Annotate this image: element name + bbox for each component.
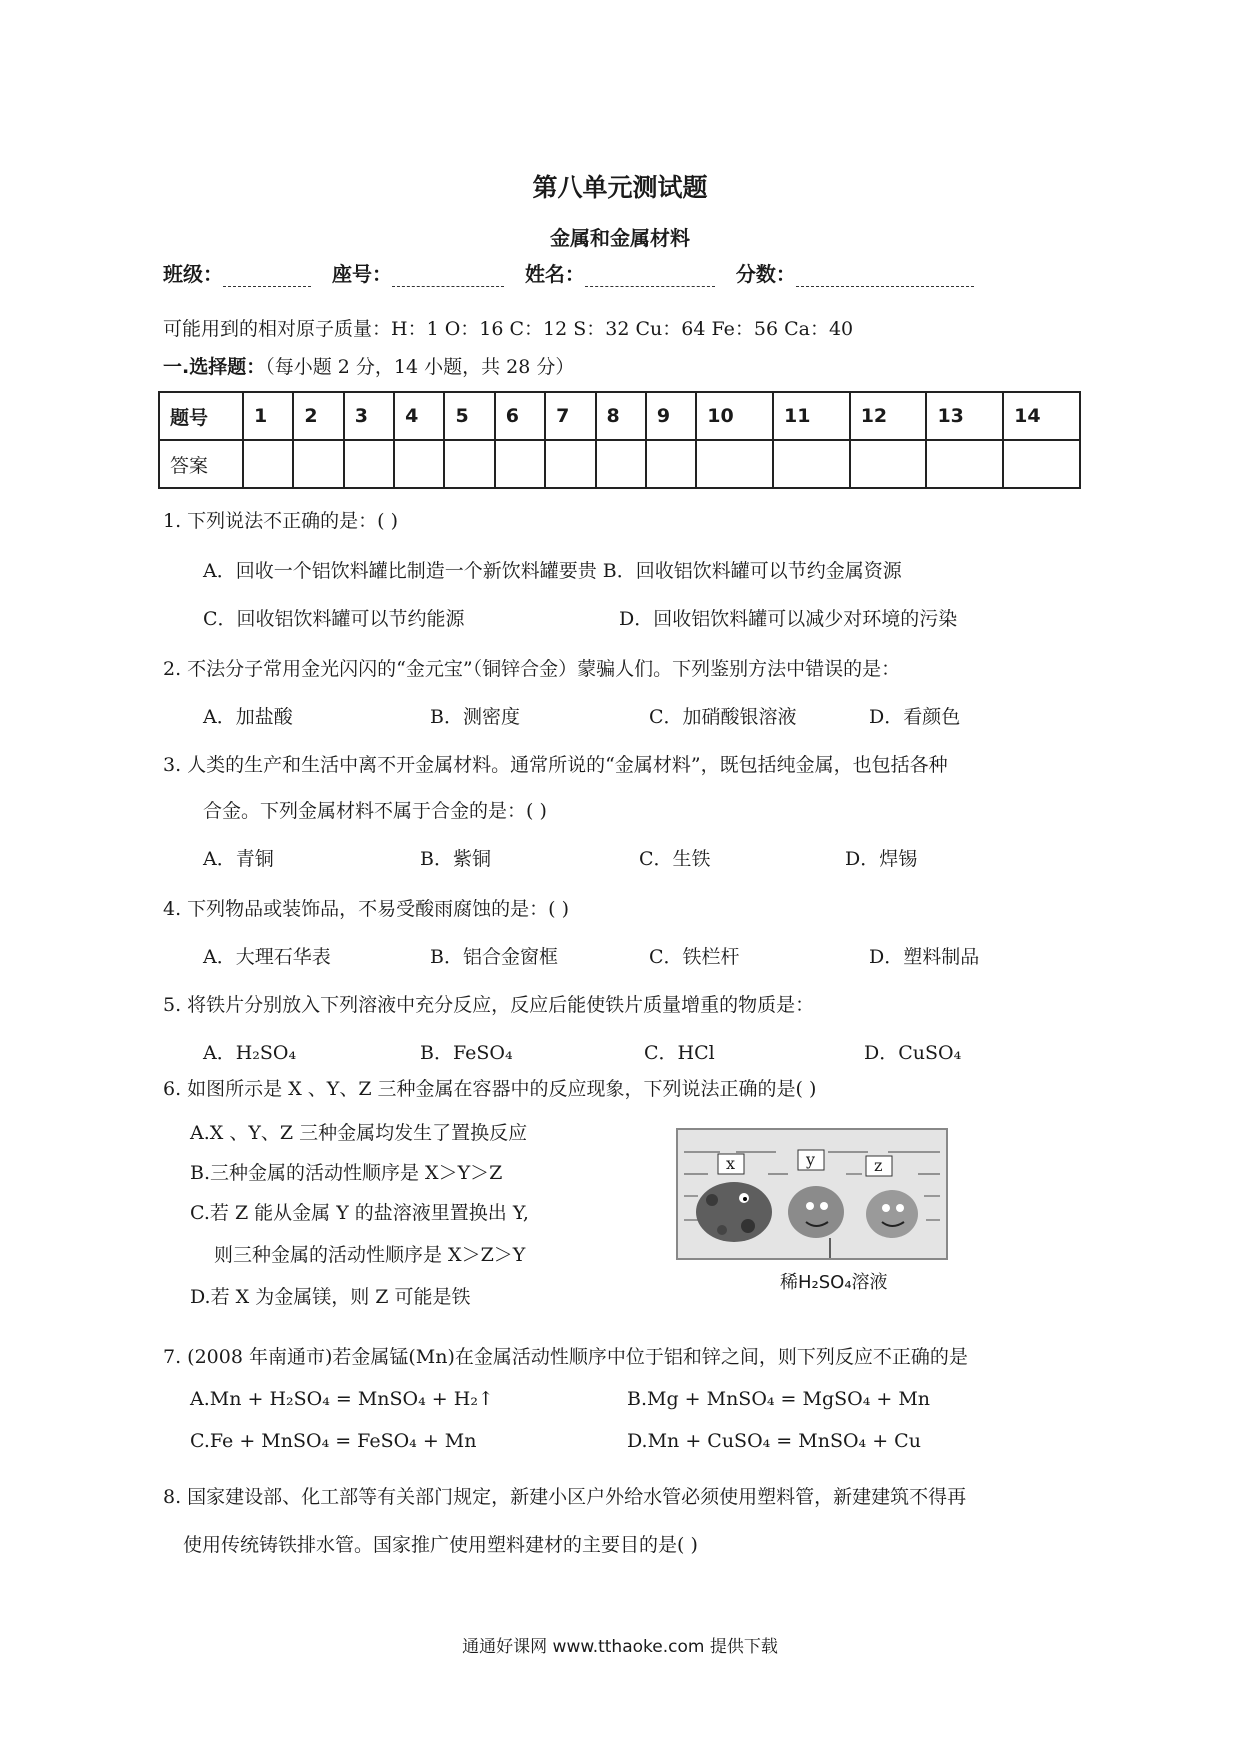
question-6-option-c-line2: 则三种金属的活动性顺序是 X＞Z＞Y [214, 1244, 526, 1266]
question-2-option-a: A．加盐酸 [203, 706, 293, 728]
question-2-option-b: B．测密度 [430, 706, 520, 728]
question-2-option-c: C．加硝酸银溶液 [649, 706, 797, 728]
figure-caption: 稀H₂SO₄溶液 [780, 1272, 888, 1293]
answer-cell[interactable] [495, 440, 545, 488]
answer-cell[interactable] [243, 440, 293, 488]
answer-cell[interactable] [926, 440, 1003, 488]
question-4-option-d: D．塑料制品 [869, 946, 980, 968]
answer-cell[interactable] [773, 440, 850, 488]
answer-cell[interactable] [444, 440, 494, 488]
question-7-option-a: A.Mn + H₂SO₄ = MnSO₄ + H₂↑ [190, 1388, 494, 1410]
question-number-cell: 4 [394, 392, 444, 440]
question-6-option-c-line1: C.若 Z 能从金属 Y 的盐溶液里置换出 Y, [190, 1202, 529, 1224]
metal-x-label: x [726, 1154, 736, 1173]
question-number-cell: 8 [596, 392, 646, 440]
answer-cell[interactable] [545, 440, 595, 488]
question-1-options-ab: A．回收一个铝饮料罐比制造一个新饮料罐要贵 B．回收铝饮料罐可以节约金属资源 [203, 560, 902, 582]
seat-label: 座号： [331, 262, 392, 286]
atomic-masses: 可能用到的相对原子质量：H：1 O：16 C：12 S：32 Cu：64 Fe：56 Ca：40 [163, 318, 854, 340]
question-number-cell: 3 [344, 392, 394, 440]
question-3-option-a: A．青铜 [203, 848, 274, 870]
answer-cell[interactable] [646, 440, 696, 488]
question-3-option-b: B．紫铜 [420, 848, 491, 870]
question-1-option-c: C．回收铝饮料罐可以节约能源 [203, 608, 465, 630]
question-6-stem: 6. 如图所示是 X 、Y、Z 三种金属在容器中的反应现象，下列说法正确的是( ) [163, 1078, 817, 1100]
question-3-stem-line2: 合金。下列金属材料不属于合金的是：( ) [203, 800, 547, 822]
question-number-cell: 5 [444, 392, 494, 440]
answer-cell[interactable] [850, 440, 927, 488]
question-number-cell: 13 [926, 392, 1003, 440]
question-1-option-d: D．回收铝饮料罐可以减少对环境的污染 [619, 608, 958, 630]
score-field[interactable] [796, 268, 974, 287]
question-1-stem: 1. 下列说法不正确的是：( ) [163, 510, 399, 532]
header-label-cell: 题号 [159, 392, 243, 440]
question-6-option-b: B.三种金属的活动性顺序是 X＞Y＞Z [190, 1162, 503, 1184]
question-number-cell: 7 [545, 392, 595, 440]
answer-table [158, 391, 1081, 489]
student-info-row [163, 258, 988, 287]
name-label: 姓名： [524, 262, 585, 286]
answer-cell[interactable] [1003, 440, 1080, 488]
question-number-cell: 10 [696, 392, 773, 440]
metal-z-label: z [874, 1156, 883, 1175]
class-label: 班级： [163, 262, 223, 286]
question-3-option-c: C．生铁 [639, 848, 711, 870]
question-4-option-a: A．大理石华表 [203, 946, 331, 968]
question-3-option-d: D．焊锡 [845, 848, 918, 870]
page-subtitle: 金属和金属材料 [550, 226, 690, 250]
page-title: 第八单元测试题 [532, 173, 708, 202]
question-4-option-c: C．铁栏杆 [649, 946, 740, 968]
question-5-option-d: D．CuSO₄ [864, 1042, 962, 1064]
question-number-cell: 2 [293, 392, 343, 440]
metal-y-label: y [806, 1150, 816, 1169]
reaction-beaker-figure [676, 1128, 948, 1260]
answer-cell[interactable] [596, 440, 646, 488]
question-5-option-b: B．FeSO₄ [420, 1042, 513, 1064]
answer-cell[interactable] [394, 440, 444, 488]
question-6-option-a: A.X 、Y、Z 三种金属均发生了置换反应 [190, 1122, 528, 1144]
question-8-stem-line1: 8. 国家建设部、化工部等有关部门规定，新建小区户外给水管必须使用塑料管，新建建筑不得再 [163, 1486, 967, 1508]
question-number-cell: 6 [495, 392, 545, 440]
question-number-cell: 11 [773, 392, 850, 440]
question-3-stem-line1: 3. 人类的生产和生活中离不开金属材料。通常所说的“金属材料”，既包括纯金属，也包括各种 [163, 754, 948, 776]
question-7-option-d: D.Mn + CuSO₄ = MnSO₄ + Cu [627, 1430, 921, 1452]
question-4-stem: 4. 下列物品或装饰品，不易受酸雨腐蚀的是：( ) [163, 898, 570, 920]
question-number-cell: 1 [243, 392, 293, 440]
section-title: 一.选择题： [163, 356, 266, 378]
score-label: 分数： [735, 262, 796, 286]
question-5-option-a: A．H₂SO₄ [203, 1042, 297, 1064]
answer-cell[interactable] [293, 440, 343, 488]
question-7-stem: 7. (2008 年南通市)若金属锰(Mn)在金属活动性顺序中位于铝和锌之间，则下列反应不正确的是 [163, 1346, 968, 1368]
question-6-option-d: D.若 X 为金属镁，则 Z 可能是铁 [190, 1286, 471, 1308]
question-number-cell: 12 [850, 392, 927, 440]
question-number-cell: 14 [1003, 392, 1080, 440]
question-8-stem-line2: 使用传统铸铁排水管。国家推广使用塑料建材的主要目的是( ) [183, 1534, 698, 1556]
question-2-option-d: D．看颜色 [869, 706, 961, 728]
question-4-option-b: B．铝合金窗框 [430, 946, 558, 968]
class-field[interactable] [223, 268, 311, 287]
section-note: （每小题 2 分，14 小题，共 28 分） [265, 356, 575, 378]
name-field[interactable] [585, 268, 715, 287]
answer-table-answer-row [159, 440, 1080, 488]
question-7-option-c: C.Fe + MnSO₄ = FeSO₄ + Mn [190, 1430, 477, 1452]
question-7-option-b: B.Mg + MnSO₄ = MgSO₄ + Mn [627, 1388, 931, 1410]
answer-label-cell: 答案 [159, 440, 243, 488]
question-number-cell: 9 [646, 392, 696, 440]
page-footer: 通通好课网 www.tthaoke.com 提供下载 [462, 1637, 778, 1657]
answer-cell[interactable] [344, 440, 394, 488]
answer-cell[interactable] [696, 440, 773, 488]
answer-table-header-row [159, 392, 1080, 440]
question-5-stem: 5. 将铁片分别放入下列溶液中充分反应，反应后能使铁片质量增重的物质是： [163, 994, 815, 1016]
seat-field[interactable] [392, 268, 504, 287]
question-5-option-c: C．HCl [644, 1042, 715, 1064]
question-2-stem: 2. 不法分子常用金光闪闪的“金元宝”（铜锌合金）蒙骗人们。下列鉴别方法中错误的是： [163, 658, 901, 680]
section-heading [163, 352, 574, 379]
